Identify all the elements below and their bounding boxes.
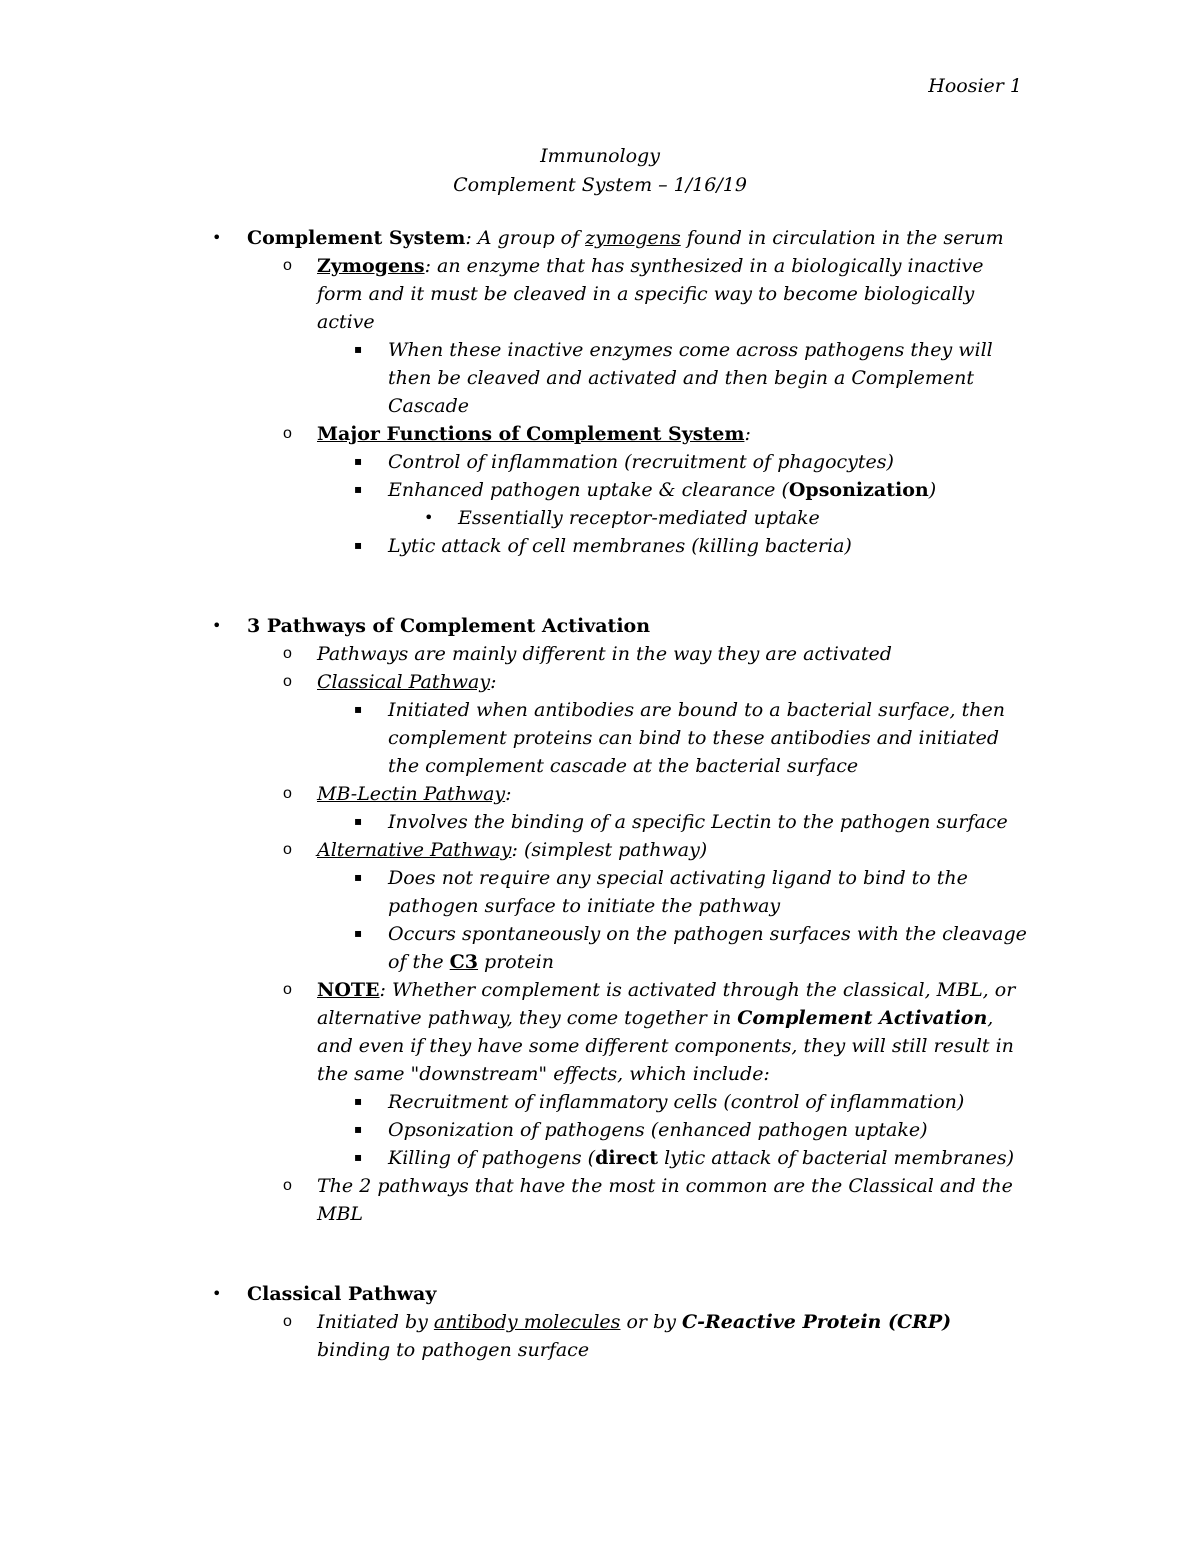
- bullet-square: ▪: [354, 482, 363, 496]
- bullet-disc: •: [212, 228, 222, 247]
- list-item: [0, 808, 1028, 836]
- list-item: [0, 612, 1200, 640]
- bullet-circle: o: [283, 981, 292, 998]
- section-spacer: [0, 560, 1200, 612]
- notes-body: [0, 224, 1200, 1364]
- term-complement-activation: Complement Activation: [737, 1007, 988, 1029]
- term-opsonization: Opsonization: [788, 479, 929, 501]
- item-text: Opsonization of pathogens (enhanced pathogen uptake): [388, 1119, 928, 1141]
- item-text: , and even if they have some different components, they will still result in the same "downstream" effects, which include:: [317, 1007, 1014, 1085]
- list-item: [0, 1116, 1028, 1144]
- term-mb-lectin-pathway: MB-Lectin Pathway: [317, 783, 506, 805]
- list-item: [0, 504, 1038, 532]
- item-text: Does not require any special activating ligand to bind to the pathogen surface to initiate the pathway: [388, 867, 968, 917]
- term-complement-system: Complement System: [247, 227, 466, 249]
- list-item: [0, 1088, 1028, 1116]
- item-text: protein: [478, 951, 554, 973]
- bullet-square: ▪: [354, 870, 363, 884]
- item-text: ): [928, 479, 937, 501]
- bullet-circle: o: [283, 673, 292, 690]
- list-item: [0, 532, 1028, 560]
- bullet-square: ▪: [354, 702, 363, 716]
- course-title: Immunology: [540, 145, 660, 167]
- item-text: The 2 pathways that have the most in common are the Classical and the MBL: [317, 1175, 1013, 1225]
- list-item: [0, 836, 1017, 864]
- bullet-circle: o: [283, 425, 292, 442]
- list-item: [0, 696, 1028, 780]
- running-head: Hoosier 1: [928, 75, 1022, 97]
- list-item: [0, 476, 1028, 504]
- list-item: [0, 976, 1017, 1088]
- bullet-disc: •: [212, 1284, 222, 1303]
- list-item: [0, 1308, 1017, 1364]
- list-item: [0, 336, 1028, 420]
- list-item: [0, 864, 1028, 920]
- list-item: [0, 640, 1017, 668]
- bullet-circle: o: [283, 841, 292, 858]
- bullet-circle: o: [283, 1177, 292, 1194]
- bullet-circle: o: [283, 645, 292, 662]
- item-text: lytic attack of bacterial membranes): [658, 1147, 1015, 1169]
- item-text: Initiated when antibodies are bound to a bacterial surface, then complement proteins can bind to these antibodies and initiated the complement cascade at the bacterial surface: [388, 699, 1005, 777]
- item-text: Involves the binding of a specific Lectin to the pathogen surface: [388, 811, 1008, 833]
- item-text: : (simplest pathway): [511, 839, 708, 861]
- definition-text: : A group of: [465, 227, 586, 249]
- item-text: : Whether complement is activated through the classical, MBL, or alternative pathway, they come together in: [317, 979, 1016, 1029]
- colon: :: [490, 671, 497, 693]
- term-zymogens: Zymogens: [317, 255, 425, 277]
- definition-text: found in circulation in the serum: [680, 227, 1004, 249]
- bullet-square: ▪: [354, 926, 363, 940]
- section-spacer: [0, 1228, 1200, 1280]
- bullet-disc: •: [212, 616, 222, 635]
- list-item: [0, 920, 1028, 976]
- list-item: [0, 420, 1017, 448]
- colon: :: [744, 423, 751, 445]
- section-heading: Classical Pathway: [247, 1283, 437, 1305]
- list-item: [0, 668, 1017, 696]
- definition-text: : an enzyme that has synthesized in a biologically inactive form and it must be cleaved in a specific way to become biologically active: [317, 255, 984, 333]
- topic-title: Complement System – 1/16/19: [453, 174, 747, 196]
- list-item: [0, 1144, 1028, 1172]
- bullet-square: ▪: [354, 538, 363, 552]
- item-text: Initiated by: [317, 1311, 434, 1333]
- term-note: NOTE: [317, 979, 380, 1001]
- term-alternative-pathway: Alternative Pathway: [317, 839, 512, 861]
- list-item: [0, 252, 1017, 336]
- item-text: Recruitment of inflammatory cells (control of inflammation): [388, 1091, 965, 1113]
- item-text: Killing of pathogens (: [388, 1147, 596, 1169]
- bullet-square: ▪: [354, 454, 363, 468]
- bullet-circle: o: [283, 1313, 292, 1330]
- bullet-disc: •: [424, 508, 434, 527]
- term-c3: C3: [449, 951, 479, 973]
- term-zymogens-link: zymogens: [585, 227, 681, 249]
- list-item: [0, 448, 1028, 476]
- term-classical-pathway: Classical Pathway: [317, 671, 491, 693]
- bullet-square: ▪: [354, 814, 363, 828]
- section-heading: 3 Pathways of Complement Activation: [247, 615, 651, 637]
- item-text: Pathways are mainly different in the way they are activated: [317, 643, 892, 665]
- list-item: [0, 1280, 1200, 1308]
- item-text: Lytic attack of cell membranes (killing bacteria): [388, 535, 852, 557]
- item-text: or by: [620, 1311, 682, 1333]
- item-text: Enhanced pathogen uptake & clearance (: [388, 479, 789, 501]
- term-major-functions: Major Functions of Complement System: [317, 423, 745, 445]
- term-antibody-molecules: antibody molecules: [433, 1311, 621, 1333]
- term-direct: direct: [595, 1147, 659, 1169]
- item-text: Essentially receptor-mediated uptake: [458, 507, 820, 529]
- item-text: Occurs spontaneously on the pathogen surfaces with the cleavage of the: [388, 923, 1027, 973]
- bullet-square: ▪: [354, 1094, 363, 1108]
- list-item: [0, 780, 1017, 808]
- bullet-circle: o: [283, 785, 292, 802]
- item-text: binding to pathogen surface: [317, 1339, 590, 1361]
- bullet-square: ▪: [354, 1122, 363, 1136]
- bullet-square: ▪: [354, 342, 363, 356]
- bullet-circle: o: [283, 257, 292, 274]
- item-text: When these inactive enzymes come across pathogens they will then be cleaved and activated and then begin a Complement Cascade: [388, 339, 993, 417]
- item-text: Control of inflammation (recruitment of phagocytes): [388, 451, 894, 473]
- document-titles: [0, 142, 1200, 200]
- list-item: [0, 1172, 1017, 1228]
- bullet-square: ▪: [354, 1150, 363, 1164]
- list-item: [0, 224, 1200, 252]
- term-crp: C-Reactive Protein (CRP): [681, 1311, 952, 1333]
- colon: :: [505, 783, 512, 805]
